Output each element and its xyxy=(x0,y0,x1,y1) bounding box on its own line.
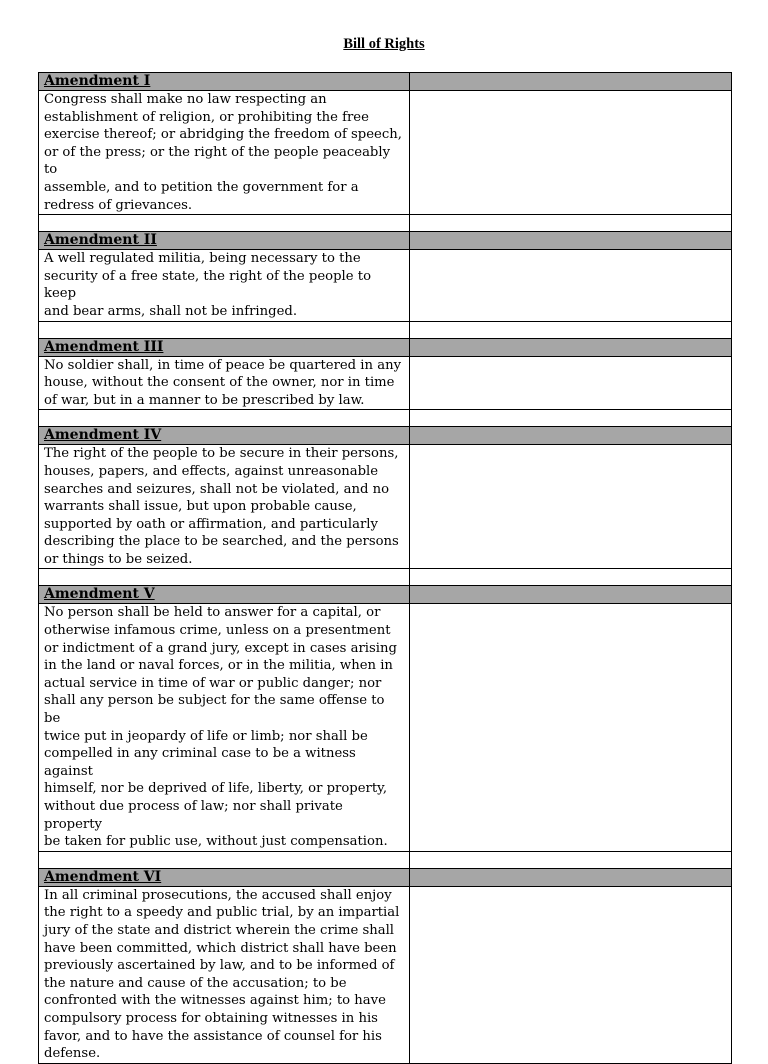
amendment-text-line: No soldier shall, in time of peace be quartered in any xyxy=(44,357,402,373)
table-body xyxy=(39,73,732,1064)
amendment-heading-cell xyxy=(39,338,410,356)
amendment-text-line: the nature and cause of the accusation; to be xyxy=(44,975,347,991)
spacer-cell xyxy=(410,851,732,868)
amendment-text-row xyxy=(39,445,732,569)
spacer-row xyxy=(39,410,732,427)
amendment-text-line: compelled in any criminal case to be a witness against xyxy=(44,746,356,779)
notes-header-cell xyxy=(410,73,732,91)
page-title: Bill of Rights xyxy=(343,36,425,52)
amendment-text-line: have been committed, which district shall have been xyxy=(44,940,397,956)
notes-cell[interactable] xyxy=(410,445,732,569)
spacer-row xyxy=(39,569,732,586)
amendment-heading: Amendment I xyxy=(44,73,151,89)
notes-cell[interactable] xyxy=(410,604,732,851)
amendment-heading-cell xyxy=(39,868,410,886)
amendment-header-row xyxy=(39,73,732,91)
amendment-text-line: twice put in jeopardy of life or limb; nor shall be xyxy=(44,728,368,744)
notes-header-cell xyxy=(410,868,732,886)
spacer-cell xyxy=(39,569,410,586)
amendment-heading: Amendment V xyxy=(44,586,155,603)
amendment-text-line: be taken for public use, without just compensation. xyxy=(44,834,388,850)
amendment-text-line: security of a free state, the right of the people to keep xyxy=(44,268,372,302)
notes-header-cell xyxy=(410,232,732,250)
amendment-text-line: himself, nor be deprived of life, liberty, or property, xyxy=(44,781,388,797)
amendment-text-line: confronted with the witnesses against him; to have xyxy=(44,993,386,1009)
spacer-cell xyxy=(39,851,410,868)
notes-cell[interactable] xyxy=(410,250,732,321)
bill-of-rights-table xyxy=(38,72,732,1064)
notes-cell[interactable] xyxy=(410,886,732,1063)
amendment-text-row xyxy=(39,250,732,321)
amendment-text-line: warrants shall issue, but upon probable cause, xyxy=(44,499,357,515)
amendment-text-line: house, without the consent of the owner, nor in time xyxy=(44,375,395,391)
amendment-heading-cell xyxy=(39,586,410,604)
notes-header-cell xyxy=(410,427,732,445)
amendment-text-row xyxy=(39,604,732,851)
amendment-text-line: describing the place to be searched, and the persons xyxy=(44,534,399,550)
amendment-text-cell xyxy=(39,604,410,851)
spacer-cell xyxy=(39,215,410,232)
amendment-text-line: otherwise infamous crime, unless on a presentment xyxy=(44,623,391,639)
amendment-text-line: without due process of law; nor shall private property xyxy=(44,799,343,832)
amendment-header-row xyxy=(39,868,732,886)
amendment-text-line: supported by oath or affirmation, and particularly xyxy=(44,516,378,532)
amendment-text-line: or indictment of a grand jury, except in cases arising xyxy=(44,640,397,656)
notes-cell[interactable] xyxy=(410,91,732,215)
amendment-heading-cell xyxy=(39,73,410,91)
amendment-text-line: favor, and to have the assistance of counsel for his xyxy=(44,1028,382,1044)
notes-cell[interactable] xyxy=(410,356,732,410)
amendment-text-cell xyxy=(39,250,410,321)
spacer-row xyxy=(39,321,732,338)
amendment-text-line: or of the press; or the right of the people peaceably to xyxy=(44,144,391,178)
amendment-text-line: compulsory process for obtaining witnesses in his xyxy=(44,1010,378,1026)
amendment-text-cell xyxy=(39,356,410,410)
amendment-text-line: establishment of religion, or prohibiting the free xyxy=(44,109,369,125)
amendment-header-row xyxy=(39,338,732,356)
spacer-row xyxy=(39,851,732,868)
amendment-text-line: In all criminal prosecutions, the accused shall enjoy xyxy=(44,887,392,903)
amendment-text-row xyxy=(39,886,732,1063)
amendment-heading-cell xyxy=(39,232,410,250)
amendment-text-line: previously ascertained by law, and to be informed of xyxy=(44,958,395,974)
spacer-cell xyxy=(410,569,732,586)
amendment-text-row xyxy=(39,91,732,215)
amendment-text-line: or things to be seized. xyxy=(44,551,193,567)
spacer-cell xyxy=(39,410,410,427)
amendment-text-line: No person shall be held to answer for a capital, or xyxy=(44,605,381,621)
amendment-text-line: exercise thereof; or abridging the freedom of speech, xyxy=(44,127,402,143)
amendment-text-line: redress of grievances. xyxy=(44,197,193,213)
spacer-cell xyxy=(410,215,732,232)
amendment-text-line: searches and seizures, shall not be violated, and no xyxy=(44,481,390,497)
amendment-text-row xyxy=(39,356,732,410)
amendment-text-line: in the land or naval forces, or in the militia, when in xyxy=(44,658,393,674)
amendment-header-row xyxy=(39,427,732,445)
amendment-text-line: jury of the state and district wherein the crime shall xyxy=(44,922,395,938)
spacer-cell xyxy=(39,321,410,338)
amendment-text-line: of war, but in a manner to be prescribed by law. xyxy=(44,392,365,408)
amendment-text-line: defense. xyxy=(44,1046,101,1062)
amendment-heading: Amendment IV xyxy=(44,427,162,444)
amendment-text-cell xyxy=(39,886,410,1063)
amendment-heading-cell xyxy=(39,427,410,445)
amendment-text-cell xyxy=(39,445,410,569)
amendment-heading: Amendment VI xyxy=(44,868,162,885)
amendment-heading: Amendment II xyxy=(44,232,157,249)
amendment-text-line: A well regulated militia, being necessary to the xyxy=(44,251,361,267)
amendment-text-line: the right to a speedy and public trial, by an impartial xyxy=(44,905,400,921)
notes-header-cell xyxy=(410,338,732,356)
spacer-row xyxy=(39,215,732,232)
amendment-header-row xyxy=(39,232,732,250)
amendment-text-line: actual service in time of war or public danger; nor xyxy=(44,675,382,691)
amendment-text-line: assemble, and to petition the government for a xyxy=(44,179,359,195)
amendment-text-line: houses, papers, and effects, against unreasonable xyxy=(44,463,379,479)
amendment-header-row xyxy=(39,586,732,604)
amendment-text-cell xyxy=(39,91,410,215)
spacer-cell xyxy=(410,321,732,338)
amendment-heading: Amendment III xyxy=(44,338,164,355)
amendment-text-line: shall any person be subject for the same offense to be xyxy=(44,693,385,727)
amendment-text-line: The right of the people to be secure in their persons, xyxy=(44,446,399,462)
amendment-text-line: and bear arms, shall not be infringed. xyxy=(44,303,298,319)
spacer-cell xyxy=(410,410,732,427)
amendment-text-line: Congress shall make no law respecting an xyxy=(44,92,327,107)
notes-header-cell xyxy=(410,586,732,604)
